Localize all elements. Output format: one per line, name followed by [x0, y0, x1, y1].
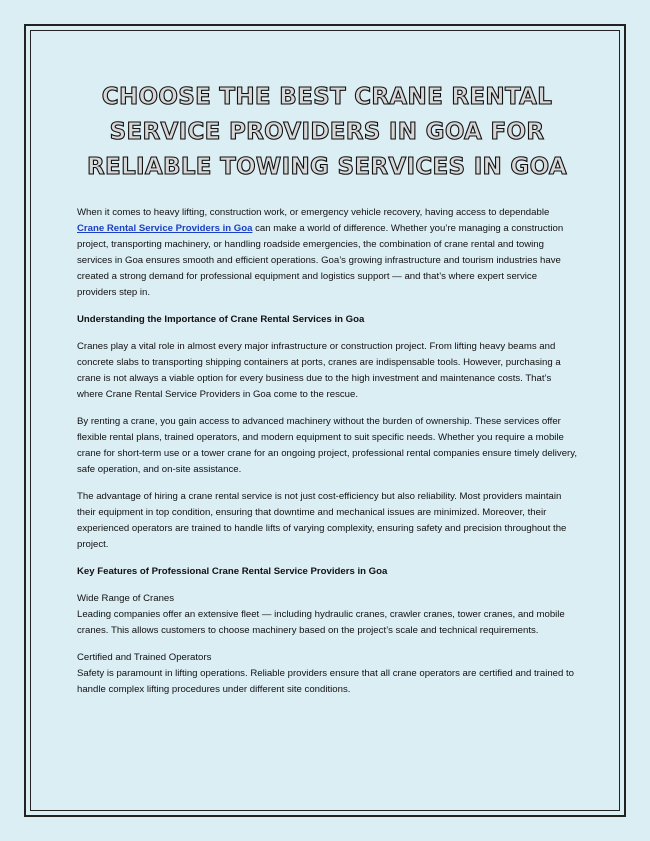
feature-text: Leading companies offer an extensive fleet — including hydraulic cranes, crawler cranes, tower cranes, and mobile cranes. This allows customers to choose machinery based on the project’s scale and technical requirements.: [77, 609, 565, 636]
section-heading-key-features: Key Features of Professional Crane Rental Service Providers in Goa: [77, 566, 388, 577]
page-title: CHOOSE THE BEST CRANE RENTAL SERVICE PROVIDERS IN GOA FOR RELIABLE TOWING SERVICES IN GOA: [87, 84, 567, 180]
feature-wide-range: [77, 591, 577, 639]
intro-text-end: can make a world of difference. Whether you’re managing a construction project, transporting machinery, or handling roadside emergencies, the combination of crane rental and towing services in Goa ensures smooth and efficient operations. Goa’s growing infrastructure and tourism industries have created a strong demand for professional equipment and logistics support — and that’s where expert service providers step in.: [77, 223, 564, 298]
section-heading-importance: Understanding the Importance of Crane Rental Services in Goa: [77, 314, 365, 325]
feature-title: Wide Range of Cranes: [77, 593, 175, 604]
paragraph-advantages: The advantage of hiring a crane rental service is not just cost-efficiency but also reliability. Most providers maintain their equipment in top condition, ensuring that downtime and mechanical issues are minimized. Moreover, their experienced operators are trained to handle lifts of varying complexity, ensuring safety and precision throughout the project.: [77, 491, 567, 550]
feature-text: Safety is paramount in lifting operations. Reliable providers ensure that all crane operators are certified and trained to handle complex lifting procedures under different site conditions.: [77, 668, 575, 695]
paragraph-cranes-role: Cranes play a vital role in almost every major infrastructure or construction project. From lifting heavy beams and concrete slabs to transporting shipping containers at ports, cranes are indispensable tools. However, purchasing a crane is not always a viable option for every business due to the high investment and maintenance costs. That’s where Crane Rental Service Providers in Goa come to the rescue.: [77, 341, 561, 400]
crane-rental-link[interactable]: Crane Rental Service Providers in Goa: [77, 223, 253, 234]
intro-paragraph: [77, 205, 577, 301]
feature-title: Certified and Trained Operators: [77, 652, 212, 663]
paragraph-renting-benefits: By renting a crane, you gain access to advanced machinery without the burden of ownership. These services offer flexible rental plans, trained operators, and modern equipment to suit specific needs. Whether you require a mobile crane for short-term use or a tower crane for an ongoing project, professional rental companies ensure timely delivery, safe operation, and on-site assistance.: [77, 416, 578, 475]
article-body: [77, 80, 577, 709]
feature-certified-operators: [77, 650, 577, 698]
intro-text-start: When it comes to heavy lifting, construction work, or emergency vehicle recovery, having access to dependable: [77, 207, 550, 218]
